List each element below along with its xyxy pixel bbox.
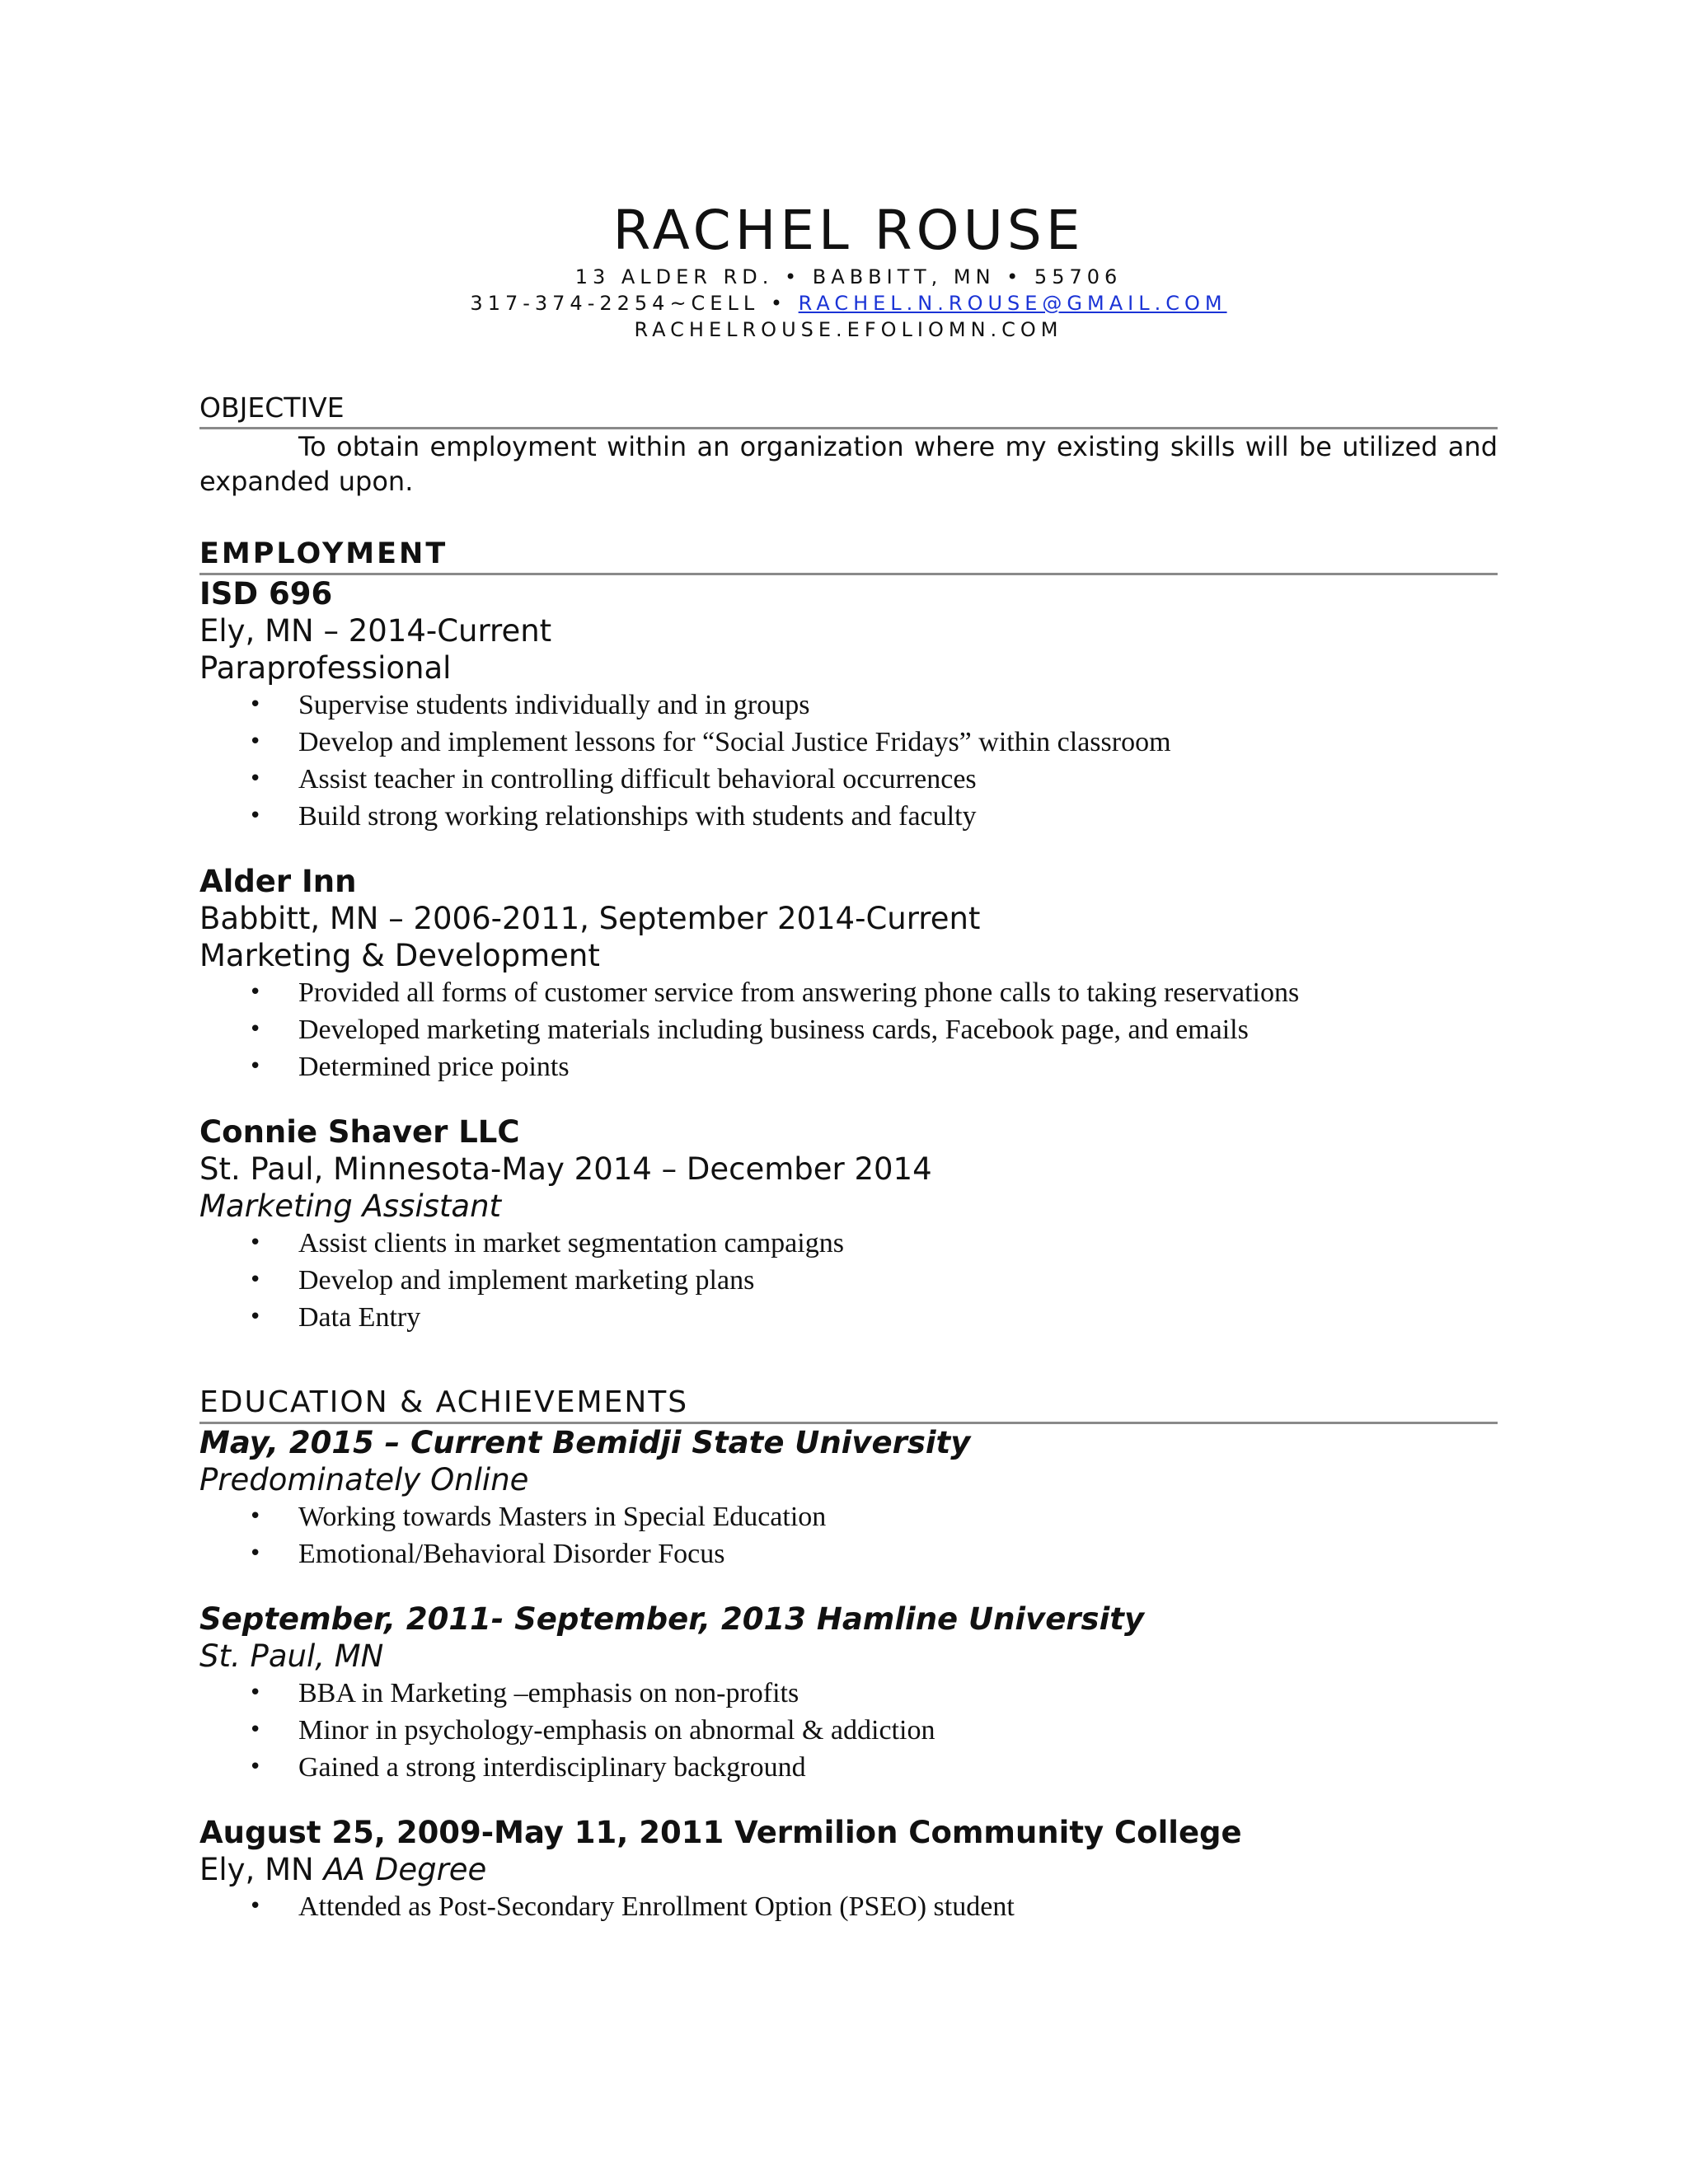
list-item: • Assist teacher in controlling difficult behavioral occurrences xyxy=(249,761,1498,798)
bullet-icon: • xyxy=(249,1017,262,1042)
school-subtitle xyxy=(199,1851,1498,1888)
job-location-dates: Ely, MN – 2014-Current xyxy=(199,613,552,649)
resume-header xyxy=(199,198,1498,343)
school-title: September, 2011- September, 2013 Hamline University xyxy=(199,1601,1145,1637)
email-link[interactable]: RACHEL.N.ROUSE@GMAIL.COM xyxy=(798,292,1227,315)
job-role: Marketing & Development xyxy=(199,938,600,973)
school-location: Ely, MN xyxy=(199,1852,314,1887)
list-item: • Developed marketing materials including business cards, Facebook page, and emails xyxy=(249,1011,1498,1048)
list-item: • Minor in psychology-emphasis on abnormal & addiction xyxy=(249,1712,1498,1749)
school-details-list xyxy=(199,1498,1498,1572)
list-item: • Assist clients in market segmentation campaigns xyxy=(249,1225,1498,1262)
website-line: RACHELROUSE.EFOLIOMN.COM xyxy=(634,318,1063,341)
school-entry-hamline xyxy=(199,1601,1498,1786)
job-location-dates: Babbitt, MN – 2006-2011, September 2014-Current xyxy=(199,901,981,936)
list-item: • Develop and implement lessons for “Social Justice Fridays” within classroom xyxy=(249,724,1498,761)
bullet-icon: • xyxy=(249,1054,262,1079)
job-role: Paraprofessional xyxy=(199,650,452,686)
employer-name: ISD 696 xyxy=(199,576,333,612)
objective-text: To obtain employment within an organization where my existing skills will be utilized and expanded upon. xyxy=(199,431,1498,497)
list-item: • Build strong working relationships with students and faculty xyxy=(249,798,1498,835)
employer-name: Connie Shaver LLC xyxy=(199,1114,520,1150)
bullet-icon: • xyxy=(249,1680,262,1705)
list-item: • Supervise students individually and in groups xyxy=(249,687,1498,724)
school-subtitle: St. Paul, MN xyxy=(199,1638,384,1674)
list-item: • Determined price points xyxy=(249,1048,1498,1085)
bullet-icon: • xyxy=(249,729,262,754)
bullet-icon: • xyxy=(249,1718,262,1742)
list-item: • BBA in Marketing –emphasis on non-profits xyxy=(249,1675,1498,1712)
list-item: • Data Entry xyxy=(249,1299,1498,1336)
job-duties-list xyxy=(199,687,1498,835)
resume-page xyxy=(199,198,1498,1953)
bullet-icon: • xyxy=(249,766,262,791)
bullet-icon: • xyxy=(249,1305,262,1329)
list-item: • Gained a strong interdisciplinary background xyxy=(249,1749,1498,1786)
bullet-icon: • xyxy=(249,1541,262,1566)
employer-name: Alder Inn xyxy=(199,864,357,899)
bullet-icon: • xyxy=(249,1268,262,1292)
school-entry-vermilion xyxy=(199,1814,1498,1925)
school-degree: AA Degree xyxy=(323,1852,487,1887)
phone-number: 317-374-2254~CELL • xyxy=(470,292,787,315)
school-subtitle: Predominately Online xyxy=(199,1462,529,1497)
bullet-icon: • xyxy=(249,1504,262,1529)
candidate-name: RACHEL ROUSE xyxy=(612,199,1085,262)
job-entry-alder-inn xyxy=(199,863,1498,1085)
list-item: • Working towards Masters in Special Education xyxy=(249,1498,1498,1535)
job-entry-connie-shaver xyxy=(199,1113,1498,1336)
school-details-list xyxy=(199,1888,1498,1925)
bullet-icon: • xyxy=(249,804,262,828)
list-item: • Attended as Post-Secondary Enrollment Option (PSEO) student xyxy=(249,1888,1498,1925)
employment-heading: EMPLOYMENT xyxy=(199,537,1498,575)
job-duties-list xyxy=(199,1225,1498,1336)
job-entry-isd-696 xyxy=(199,575,1498,835)
job-location-dates: St. Paul, Minnesota-May 2014 – December 2014 xyxy=(199,1151,932,1187)
list-item: • Develop and implement marketing plans xyxy=(249,1262,1498,1299)
education-heading: EDUCATION & ACHIEVEMENTS xyxy=(199,1385,1498,1424)
school-title: August 25, 2009-May 11, 2011 Vermilion Community College xyxy=(199,1815,1242,1850)
objective-heading: OBJECTIVE xyxy=(199,391,1498,429)
job-role: Marketing Assistant xyxy=(199,1188,502,1224)
bullet-icon: • xyxy=(249,1230,262,1255)
list-item: • Provided all forms of customer service from answering phone calls to taking reservations xyxy=(249,974,1498,1011)
bullet-icon: • xyxy=(249,692,262,717)
bullet-icon: • xyxy=(249,1894,262,1919)
bullet-icon: • xyxy=(249,1755,262,1779)
job-duties-list xyxy=(199,974,1498,1085)
address-line: 13 ALDER RD. • BABBITT, MN • 55706 xyxy=(574,265,1123,288)
school-entry-bemidji xyxy=(199,1424,1498,1572)
list-item: • Emotional/Behavioral Disorder Focus xyxy=(249,1535,1498,1572)
phone-email-line xyxy=(199,290,1498,316)
school-details-list xyxy=(199,1675,1498,1786)
bullet-icon: • xyxy=(249,980,262,1005)
school-title: May, 2015 – Current Bemidji State University xyxy=(199,1425,971,1460)
